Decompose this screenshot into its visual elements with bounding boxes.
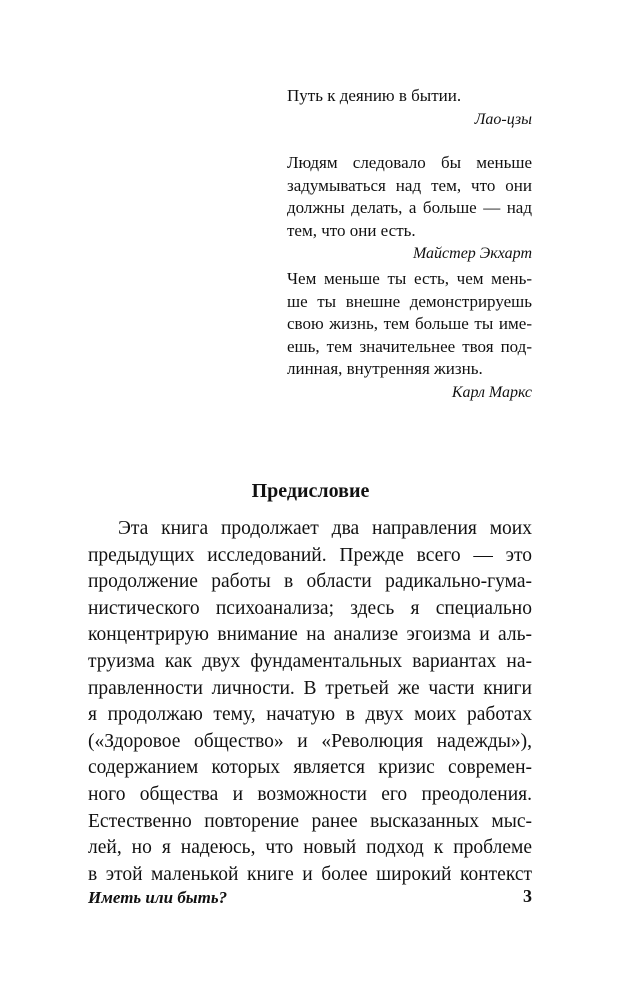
epigraph-line: ешь, тем значительнее твоя под- [287,336,532,356]
epigraph-meister-eckhart [287,152,532,266]
epigraph-lao-tzu [287,85,532,131]
body-line: («Здоровое общество» и «Революция надежды»), [88,730,532,752]
epigraph-author: Лао-цзы [474,110,532,128]
body-line: Естественно повторение ранее высказанных мыс- [88,810,532,832]
body-line: правленности личности. В третьей же части книги [88,677,532,699]
epigraph-karl-marx [287,268,532,404]
epigraph-line: должны делать, а больше — над [287,198,532,217]
body-line: предыдущих исследований. Прежде всего — это [88,544,532,566]
epigraph-line: Людям следовало бы меньше [287,153,532,172]
epigraph-line: задумываться над тем, что они [287,175,532,195]
epigraph-line: линная, внутренняя жизнь. [287,359,483,378]
section-heading: Предисловие [251,480,370,502]
epigraph-author: Карл Маркс [451,383,532,401]
epigraph-line: Чем меньше ты есть, чем мень- [287,269,532,288]
body-line: я продолжаю тему, начатую в двух моих работах [88,704,532,726]
epigraph-author: Майстер Экхарт [412,245,532,262]
body-line: ного общества и возможности его преодоления. [88,783,532,805]
page-number: 3 [523,886,532,906]
body-line: продолжение работы в области радикально-гума- [88,571,532,593]
epigraph-line: Путь к деянию в бытии. [287,86,462,105]
body-line: Эта книга продолжает два направления моих [118,518,532,539]
running-title: Иметь или быть? [88,888,228,907]
epigraph-line: свою жизнь, тем больше ты име- [287,314,532,333]
body-paragraph [88,516,532,888]
epigraph-line: ше ты внешне демонстрируешь [287,291,532,311]
body-line: нистического психоанализа; здесь я специально [88,597,532,619]
epigraph-line: тем, что они есть. [287,220,416,240]
body-line: лей, но я надеюсь, что новый подход к проблеме [88,837,532,859]
body-line: труизма как двух фундаментальных вариантах на- [88,650,532,672]
body-line: содержанием которых является кризис современ- [88,757,532,779]
body-line: концентрирую внимание на анализе эгоизма и аль- [88,624,532,646]
body-line: в этой маленькой книге и более широкий контекст [88,863,532,885]
